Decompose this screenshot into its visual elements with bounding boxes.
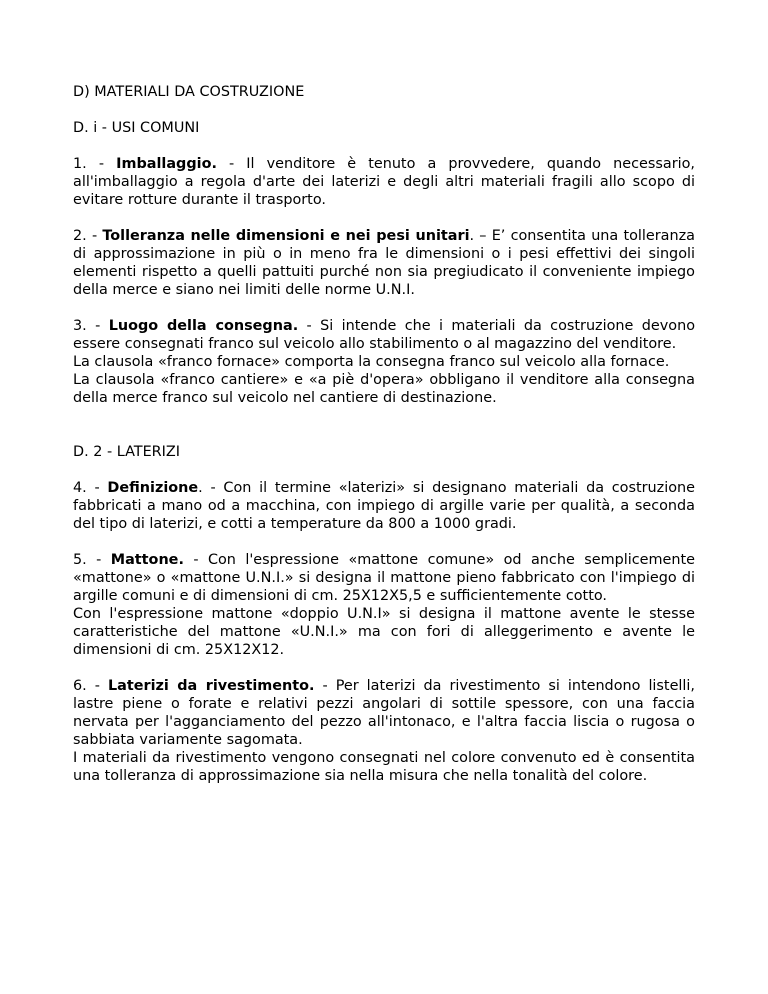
item-number: 5. - xyxy=(73,552,111,568)
paragraph-laterizi-rivestimento xyxy=(73,677,695,785)
paragraph-tolleranza xyxy=(73,227,695,299)
paragraph-continuation: La clausola «franco fornace» comporta la consegna franco sul veicolo alla fornace. xyxy=(73,354,670,370)
item-body: - Si intende che i materiali da costruzione devono essere consegnati franco sul veicolo allo stabilimento o al magazzino del venditore. xyxy=(73,318,696,352)
paragraph-luogo-consegna xyxy=(73,317,695,407)
item-number: 4. - xyxy=(73,480,108,496)
document-page xyxy=(73,83,695,785)
item-number: 6. - xyxy=(73,678,108,694)
paragraph-text xyxy=(73,317,695,353)
subsection-heading-usi-comuni: D. i - USI COMUNI xyxy=(73,120,200,136)
item-number: 2. - xyxy=(73,228,103,244)
paragraph-text xyxy=(73,551,695,605)
item-term: Laterizi da rivestimento. xyxy=(107,678,315,694)
paragraph-text xyxy=(73,677,695,749)
item-body: - Con l'espressione «mattone comune» od anche semplicemente «mattone» o «mattone U.N.I.» si designa il mattone pieno fabbricato con l'impiego di argille comuni e di dimensioni di cm. 25X12X5,5 e sufficientemente cotto. xyxy=(73,552,695,604)
paragraph-continuation: La clausola «franco cantiere» e «a piè d'opera» obbligano il venditore alla consegna della merce franco sul veicolo nel cantiere di destinazione. xyxy=(73,372,695,406)
paragraph-continuation: I materiali da rivestimento vengono consegnati nel colore convenuto ed è consentita una tolleranza di approssimazione sia nella misura che nella tonalità del colore. xyxy=(73,750,695,784)
paragraph-mattone xyxy=(73,551,695,659)
item-body: . - Con il termine «laterizi» si designano materiali da costruzione fabbricati a mano od a macchina, con impiego di argille varie per qualità, a seconda del tipo di laterizi, e cotti a temperature da 800 a 1000 gradi. xyxy=(73,480,695,532)
item-number: 1. - xyxy=(73,156,117,172)
section-heading-materiali: D) MATERIALI DA COSTRUZIONE xyxy=(73,84,305,100)
item-body: - Per laterizi da rivestimento si intendono listelli, lastre piene o forate e relativi pezzi angolari di sottile spessore, con una faccia nervata per l'agganciamento del pezzo all'intonaco, e l'altra faccia liscia o rugosa o sabbiata variamente sagomata. xyxy=(73,678,695,748)
section-heading-laterizi: D. 2 - LATERIZI xyxy=(73,444,181,460)
paragraph-definizione xyxy=(73,479,695,533)
item-number: 3. - xyxy=(73,318,109,334)
item-term: Imballaggio. xyxy=(116,156,217,172)
paragraph-text xyxy=(73,479,695,533)
item-body: . – E’ consentita una tolleranza di approssimazione in più o in meno fra le dimensioni o i pesi effettivi dei singoli elementi rispetto a quelli pattuiti purché non sia pregiudicato il conveniente impiego della merce e siano nei limiti delle norme U.N.I. xyxy=(73,228,695,298)
item-term: Mattone. xyxy=(110,552,184,568)
paragraph-text xyxy=(73,155,695,209)
paragraph-text xyxy=(73,227,695,299)
item-body: - Il venditore è tenuto a provvedere, quando necessario, all'imballaggio a regola d'arte dei laterizi e degli altri materiali fragili allo scopo di evitare rotture durante il trasporto. xyxy=(73,156,695,208)
item-term: Definizione xyxy=(107,480,199,496)
paragraph-continuation: Con l'espressione mattone «doppio U.N.I» si designa il mattone avente le stesse caratteristiche del mattone «U.N.I.» ma con fori di alleggerimento e avente le dimensioni di cm. 25X12X12. xyxy=(73,606,695,658)
item-term: Tolleranza nelle dimensioni e nei pesi unitari xyxy=(102,228,470,244)
item-term: Luogo della consegna. xyxy=(108,318,299,334)
paragraph-imballaggio xyxy=(73,155,695,209)
